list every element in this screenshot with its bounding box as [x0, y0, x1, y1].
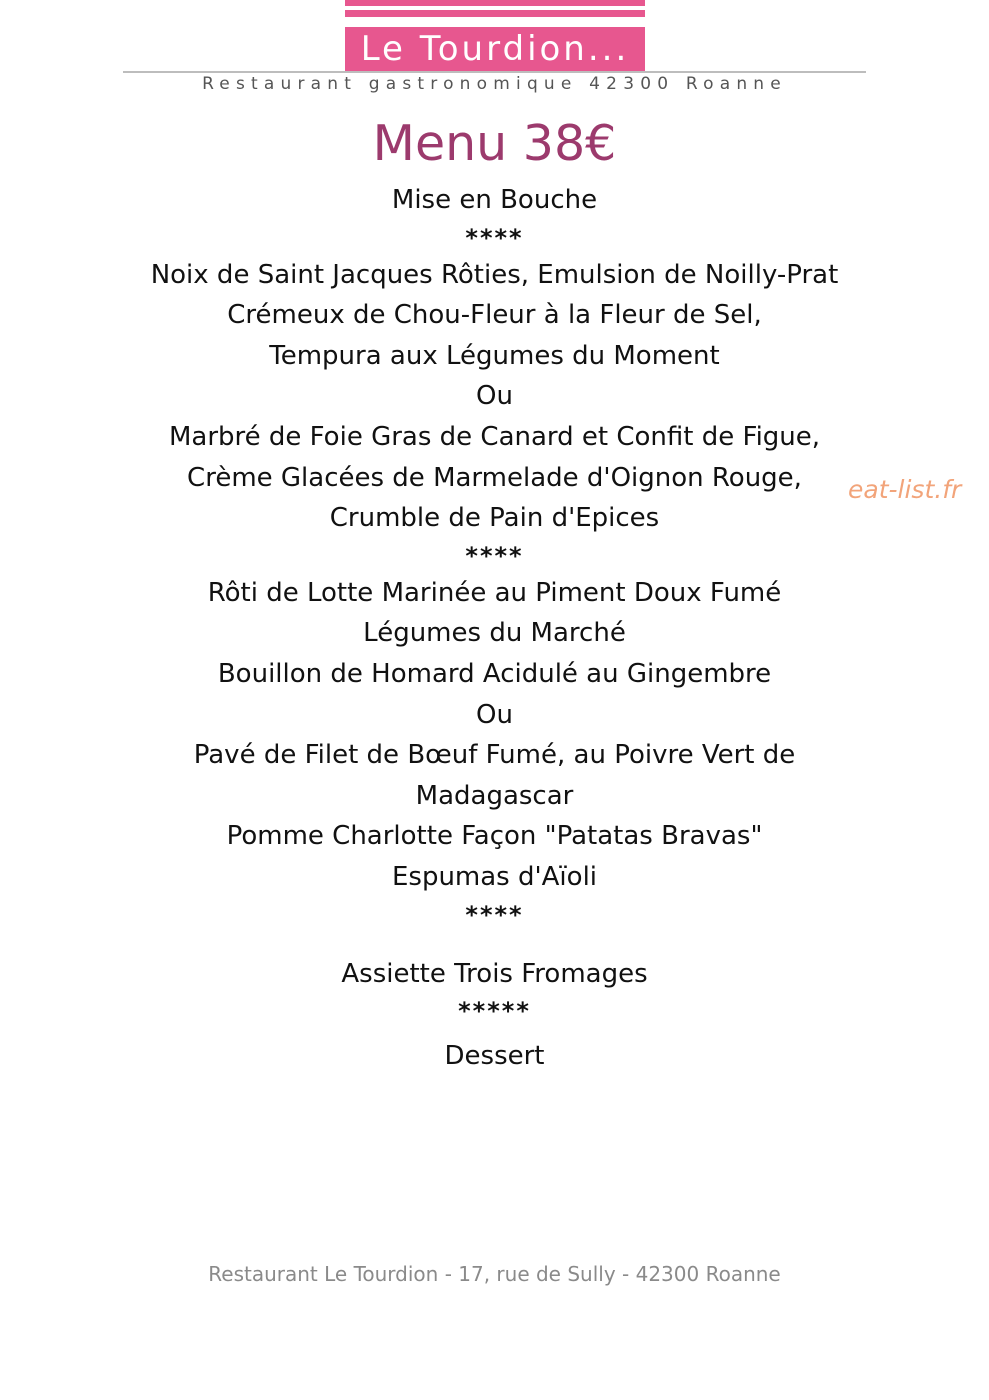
or-separator: Ou [476, 381, 513, 412]
starter-option-1-line-1: Noix de Saint Jacques Rôties, Emulsion de Noilly-Prat [150, 259, 839, 290]
main-option-2-line-2: Madagascar [415, 780, 574, 811]
logo-stripe-top [345, 0, 645, 6]
main-option-2-line-1: Pavé de Filet de Bœuf Fumé, au Poivre Vert de [193, 740, 796, 771]
menu-item-cheese: Assiette Trois Fromages [341, 958, 648, 989]
restaurant-tagline: Restaurant gastronomique 42300 Roanne [202, 74, 787, 94]
menu-title: Menu 38€ [372, 115, 617, 172]
starter-option-2-line-2: Crème Glacées de Marmelade d'Oignon Rouge, [187, 462, 802, 493]
course-separator: **** [465, 223, 524, 252]
starter-option-2-line-3: Crumble de Pain d'Epices [329, 503, 660, 534]
main-option-1-line-2: Légumes du Marché [363, 618, 626, 649]
menu-body [0, 180, 989, 1077]
starter-option-1-line-3: Tempura aux Légumes du Moment [269, 340, 720, 371]
menu-item-amuse: Mise en Bouche [391, 185, 598, 215]
logo-stripe-middle [345, 10, 645, 17]
course-separator: ***** [458, 997, 531, 1026]
course-separator: **** [465, 541, 524, 570]
restaurant-logo: Le Tourdion... [345, 27, 645, 71]
starter-option-1-line-2: Crémeux de Chou-Fleur à la Fleur de Sel, [227, 300, 762, 331]
main-option-2-line-4: Espumas d'Aïoli [391, 861, 598, 892]
or-separator: Ou [476, 699, 513, 730]
main-option-1-line-1: Rôti de Lotte Marinée au Piment Doux Fumé [207, 577, 782, 608]
footer-address: Restaurant Le Tourdion - 17, rue de Sully - 42300 Roanne [208, 1262, 781, 1286]
header-divider [123, 71, 866, 73]
menu-item-dessert: Dessert [444, 1041, 545, 1072]
main-option-2-line-3: Pomme Charlotte Façon "Patatas Bravas" [226, 821, 763, 852]
site-watermark: eat-list.fr [848, 475, 962, 504]
starter-option-2-line-1: Marbré de Foie Gras de Canard et Confit de Figue, [168, 421, 821, 452]
course-separator: **** [465, 900, 524, 929]
main-option-1-line-3: Bouillon de Homard Acidulé au Gingembre [217, 658, 772, 689]
